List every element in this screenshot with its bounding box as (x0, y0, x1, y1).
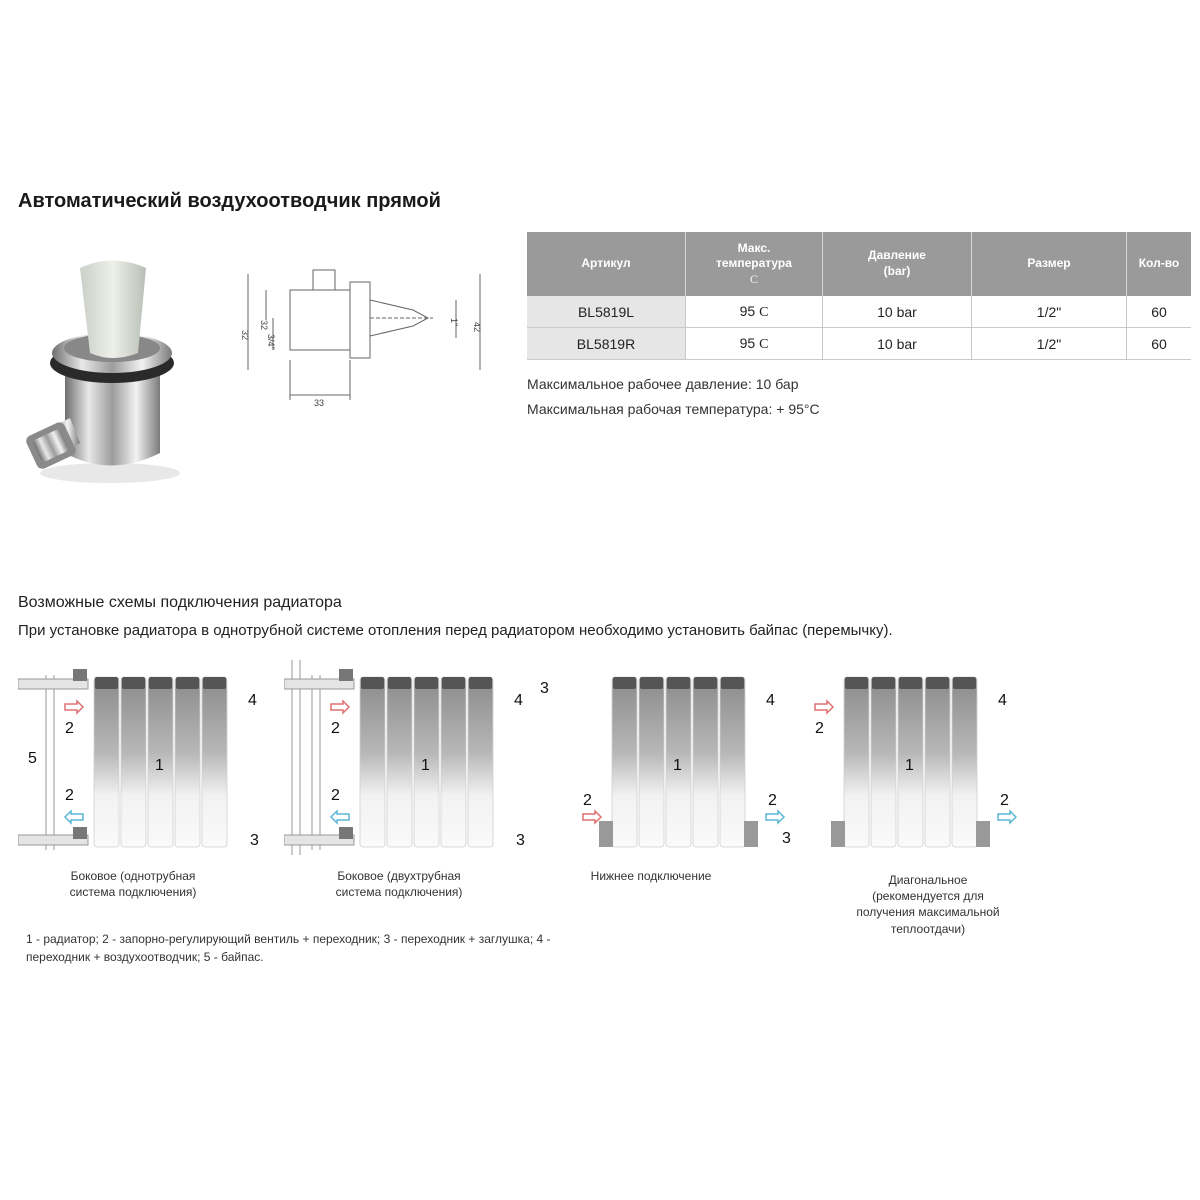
table-header-row (527, 232, 1191, 296)
label-radiator: 1 (421, 757, 430, 774)
caption-line: Диагональное (888, 873, 968, 887)
label-radiator: 1 (905, 757, 914, 774)
caption-line: Боковое (двухтрубная (337, 869, 461, 883)
cell-article: BL5819L (527, 296, 686, 328)
connection-scheme-1 (18, 655, 268, 865)
connection-scheme-3 (536, 655, 786, 865)
scheme-caption (551, 868, 751, 884)
label-valve: 2 (768, 792, 777, 809)
label-plug: 3 (250, 832, 259, 849)
label-valve: 2 (331, 720, 340, 737)
dim-32-a: 32 (240, 330, 250, 341)
caption-line: система подключения) (335, 885, 463, 900)
label-plug: 3 (516, 832, 525, 849)
schemes-title: Возможные схемы подключения радиатора (18, 594, 342, 611)
col-pressure: Давление (bar) (823, 232, 972, 296)
label-radiator: 1 (673, 757, 682, 774)
label-valve: 2 (331, 787, 340, 804)
dim-32-b: 32 (259, 320, 269, 331)
product-photo (0, 228, 210, 548)
cell-qty: 60 (1127, 328, 1192, 360)
caption-line: система подключения) (69, 885, 197, 900)
label-bypass: 5 (28, 750, 37, 767)
table-row (527, 296, 1191, 328)
note-max-temperature: Максимальная рабочая температура: + 95°С (527, 401, 820, 417)
label-valve: 2 (583, 792, 592, 809)
caption-line: теплоотдачи) (890, 921, 966, 936)
connection-scheme-4 (768, 655, 1018, 865)
dim-3-4: 3/4" (266, 334, 276, 350)
cell-size: 1/2" (972, 328, 1127, 360)
cell-temp: 95 C (686, 328, 823, 360)
spec-table (527, 232, 1191, 360)
label-air-vent: 4 (766, 692, 775, 709)
legend-line: 1 - радиатор; 2 - запорно-регулирующий вентиль + переходник; 3 - переходник + заглушка; 4 - (26, 932, 551, 946)
cell-pressure: 10 bar (823, 296, 972, 328)
label-valve: 2 (815, 720, 824, 737)
col-size: Размер (972, 232, 1127, 296)
label-valve: 2 (65, 787, 74, 804)
label-valve: 2 (1000, 792, 1009, 809)
product-title: Автоматический воздухоотводчик прямой (18, 190, 441, 212)
legend-line: переходник + воздухоотводчик; 5 - байпас. (26, 950, 264, 964)
label-valve: 2 (65, 720, 74, 737)
label-air-vent: 4 (248, 692, 257, 709)
dimension-drawing (228, 260, 498, 410)
col-qty: Кол-во (1127, 232, 1192, 296)
caption-line: (рекомендуется для (872, 889, 984, 904)
scheme-caption (299, 868, 499, 900)
schemes-intro: При установке радиатора в однотрубной системе отопления перед радиатором необходимо установить байпас (перемычку). (18, 622, 893, 639)
cell-pressure: 10 bar (823, 328, 972, 360)
note-max-pressure: Максимальное рабочее давление: 10 бар (527, 376, 799, 392)
scheme-caption (33, 868, 233, 900)
dim-1-inch: 1" (449, 318, 459, 327)
label-plug: 3 (782, 830, 791, 847)
label-plug: 3 (540, 680, 549, 697)
cell-qty: 60 (1127, 296, 1192, 328)
table-row (527, 328, 1191, 360)
cell-size: 1/2" (972, 296, 1127, 328)
dim-42: 42 (472, 322, 482, 333)
connection-scheme-2 (284, 655, 534, 865)
label-radiator: 1 (155, 757, 164, 774)
label-air-vent: 4 (514, 692, 523, 709)
cell-temp: 95 C (686, 296, 823, 328)
cell-article: BL5819R (527, 328, 686, 360)
label-air-vent: 4 (998, 692, 1007, 709)
caption-line: Нижнее подключение (590, 869, 712, 883)
caption-line: получения максимальной (856, 905, 1000, 920)
col-max-temp: Макс. температура C (686, 232, 823, 296)
scheme-caption (828, 872, 1028, 937)
legend (26, 930, 666, 966)
dim-33: 33 (314, 398, 325, 408)
col-article: Артикул (527, 232, 686, 296)
caption-line: Боковое (однотрубная (70, 869, 196, 883)
